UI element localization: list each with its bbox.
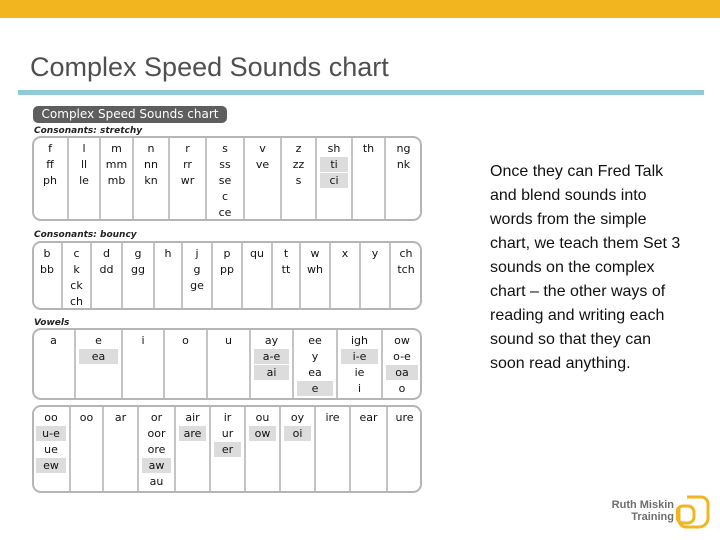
sound-cell: ve — [255, 158, 270, 171]
sound-cell: ew — [36, 458, 66, 473]
column-divider — [211, 243, 213, 308]
sound-cell: wr — [180, 174, 195, 187]
column-divider — [99, 138, 101, 219]
sound-cell: g — [193, 263, 201, 276]
sound-cell: ure — [395, 411, 414, 424]
logo-line-2: Training — [631, 511, 674, 523]
sound-cell: b — [43, 247, 51, 260]
sound-cell: s — [295, 174, 302, 187]
sound-cell: c — [221, 190, 229, 203]
column-divider — [69, 407, 71, 491]
sound-cell: ch — [69, 295, 84, 308]
column-divider — [314, 407, 316, 491]
sound-cell: se — [218, 174, 232, 187]
sound-cell: wh — [307, 263, 323, 276]
logo-line-1: Ruth Miskin — [611, 499, 674, 511]
sound-cell: ur — [221, 427, 234, 440]
stretchy-label: Consonants: stretchy — [34, 126, 143, 136]
sound-cell: o — [398, 382, 406, 395]
sound-cell: air — [185, 411, 200, 424]
sound-cell: oi — [284, 426, 311, 441]
column-divider — [389, 243, 391, 308]
column-divider — [168, 138, 170, 219]
sound-cell: oo — [79, 411, 94, 424]
column-divider — [209, 407, 211, 491]
sound-cell: ph — [43, 174, 57, 187]
sound-cell: y — [311, 350, 319, 363]
sound-cell: oa — [386, 365, 418, 380]
sound-cell: ti — [320, 157, 348, 172]
sound-cell: sh — [327, 142, 341, 155]
column-divider — [315, 138, 317, 219]
sound-cell: igh — [350, 334, 368, 347]
sound-cell: o — [182, 334, 189, 347]
title-underline — [18, 90, 704, 95]
column-divider — [121, 330, 123, 398]
column-divider — [241, 243, 243, 308]
sound-cell: ar — [114, 411, 127, 424]
sound-cell: ch — [399, 247, 413, 260]
sound-cell: nn — [144, 158, 158, 171]
column-divider — [132, 138, 134, 219]
sound-cell: x — [341, 247, 349, 260]
sound-cell: d — [103, 247, 110, 260]
sound-cell: n — [147, 142, 155, 155]
sound-cell: ge — [190, 279, 204, 292]
column-divider — [205, 138, 207, 219]
sound-cell: t — [283, 247, 289, 260]
sound-cell: au — [149, 475, 164, 488]
sound-cell: o-e — [393, 350, 411, 363]
column-divider — [299, 243, 301, 308]
sound-cell: i — [141, 334, 145, 347]
sound-cell: aw — [142, 458, 171, 473]
sound-cell: i — [357, 382, 362, 395]
sound-cell: ea — [79, 349, 118, 364]
sound-cell: i-e — [341, 349, 378, 364]
slide-title: Complex Speed Sounds chart — [30, 52, 389, 82]
sound-cell: ore — [147, 443, 166, 456]
sound-cell: le — [79, 174, 89, 187]
column-divider — [381, 330, 383, 398]
column-divider — [329, 243, 331, 308]
column-divider — [271, 243, 273, 308]
sound-cell: a-e — [254, 349, 289, 364]
sound-cell: a — [50, 334, 57, 347]
sound-cell: c — [73, 247, 80, 260]
column-divider — [386, 407, 388, 491]
column-divider — [153, 243, 155, 308]
column-divider — [351, 138, 353, 219]
sound-cell: ce — [218, 206, 232, 219]
column-divider — [67, 138, 69, 219]
sound-cell: th — [362, 142, 375, 155]
sound-cell: pp — [220, 263, 234, 276]
column-divider — [61, 243, 63, 308]
sound-cell: ir — [223, 411, 232, 424]
sound-cell: tt — [281, 263, 291, 276]
sound-cell: h — [164, 247, 172, 260]
sound-cell: ea — [308, 366, 322, 379]
sound-cell: ng — [396, 142, 411, 155]
sound-cell: ck — [70, 279, 83, 292]
sound-cell: u-e — [36, 426, 66, 441]
column-divider — [74, 330, 76, 398]
bouncy-label: Consonants: bouncy — [34, 230, 137, 240]
sound-cell: ff — [46, 158, 54, 171]
sound-cell: mb — [107, 174, 126, 187]
sound-cell: ie — [354, 366, 365, 379]
sound-cell: l — [82, 142, 86, 155]
sound-cell: tch — [397, 263, 415, 276]
sound-cell: oo — [44, 411, 58, 424]
sound-cell: oy — [290, 411, 305, 424]
sound-cell: are — [179, 426, 206, 441]
sound-cell: m — [111, 142, 122, 155]
sound-cell: ay — [264, 334, 279, 347]
sound-cell: j — [195, 247, 199, 260]
column-divider — [90, 243, 92, 308]
sound-cell: ow — [249, 426, 276, 441]
column-divider — [349, 407, 351, 491]
sound-cell: rr — [183, 158, 192, 171]
column-divider — [359, 243, 361, 308]
sound-cell: y — [371, 247, 379, 260]
column-divider — [163, 330, 165, 398]
column-divider — [243, 138, 245, 219]
sound-cell: g — [134, 247, 142, 260]
column-divider — [384, 138, 386, 219]
column-divider — [336, 330, 338, 398]
column-divider — [121, 243, 123, 308]
column-divider — [280, 138, 282, 219]
sound-cell: oor — [147, 427, 166, 440]
sound-cell: k — [73, 263, 80, 276]
sound-cell: v — [259, 142, 266, 155]
sound-cell: zz — [292, 158, 305, 171]
column-divider — [279, 407, 281, 491]
sound-cell: ue — [44, 443, 58, 456]
column-divider — [137, 407, 139, 491]
sound-cell: nk — [396, 158, 411, 171]
logo-mark-icon — [676, 493, 710, 529]
sound-cell: ire — [325, 411, 340, 424]
sound-cell: ow — [394, 334, 410, 347]
sound-cell: s — [222, 142, 228, 155]
sound-cell: qu — [250, 247, 264, 260]
vowels-label: Vowels — [34, 318, 70, 328]
sound-cell: ee — [308, 334, 322, 347]
top-accent-bar — [0, 0, 720, 18]
sound-cell: e — [297, 381, 333, 396]
sound-cell: gg — [131, 263, 145, 276]
sound-cell: u — [225, 334, 232, 347]
sound-cell: bb — [40, 263, 54, 276]
sound-cell: ll — [80, 158, 88, 171]
sound-cell: ci — [320, 173, 348, 188]
sound-cell: mm — [105, 158, 128, 171]
sound-cell: w — [310, 247, 320, 260]
sound-cell: or — [150, 411, 163, 424]
sound-cell: ai — [254, 365, 289, 380]
sound-cell: er — [214, 442, 241, 457]
sound-cell: e — [95, 334, 102, 347]
chart-title: Complex Speed Sounds chart — [33, 106, 227, 123]
sound-cell: r — [185, 142, 190, 155]
sound-cell: kn — [144, 174, 158, 187]
column-divider — [249, 330, 251, 398]
logo-text — [588, 499, 674, 523]
sound-cell: ear — [359, 411, 378, 424]
sound-cell: p — [223, 247, 231, 260]
column-divider — [102, 407, 104, 491]
sound-cell: ou — [255, 411, 270, 424]
sound-cell: ss — [219, 158, 231, 171]
body-text: Once they can Fred Talk and blend sounds into words from the simple chart, we teach them Set 3 sounds on the complex chart – the other ways of reading and writing each sound so that they can soon read anything. — [490, 163, 681, 372]
column-divider — [181, 243, 183, 308]
column-divider — [292, 330, 294, 398]
sound-cell: f — [48, 142, 52, 155]
sound-cell: dd — [99, 263, 114, 276]
column-divider — [174, 407, 176, 491]
sound-cell: z — [295, 142, 302, 155]
column-divider — [244, 407, 246, 491]
column-divider — [206, 330, 208, 398]
